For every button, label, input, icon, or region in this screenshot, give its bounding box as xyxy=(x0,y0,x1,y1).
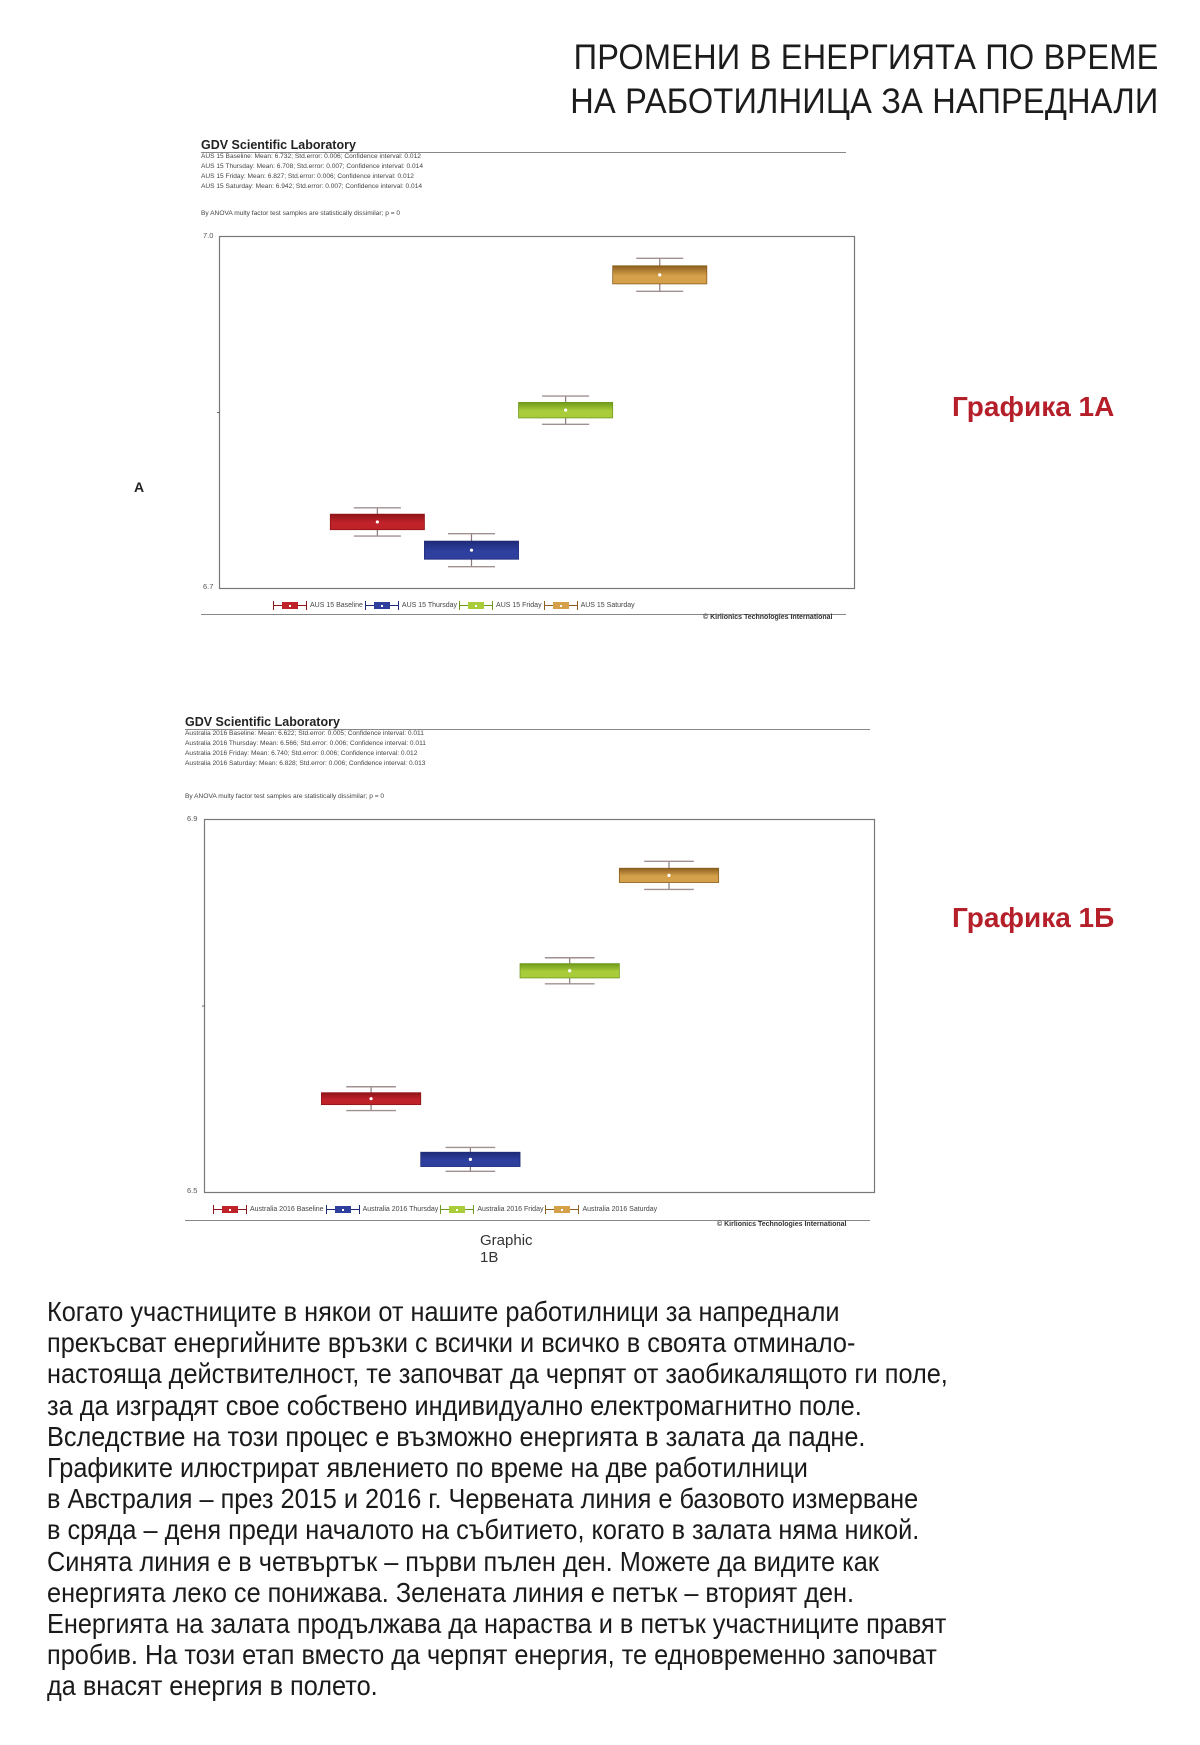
stats-line: Australia 2016 Thursday: Mean: 6.566; Std.error: 0.006; Confidence interval: 0.011 xyxy=(185,740,426,747)
legend-swatch xyxy=(459,601,493,610)
legend-swatch xyxy=(365,601,399,610)
mean-point xyxy=(667,874,670,877)
stats-line: Australia 2016 Friday: Mean: 6.740; Std.error: 0.006; Confidence interval: 0.012 xyxy=(185,750,418,757)
body-line: пробив. На този етап вместо да черпят енергия, те едновременно започват xyxy=(47,1639,937,1671)
copyright: © Kirlionics Technologies International xyxy=(703,614,833,621)
stats-line: AUS 15 Friday: Mean: 6.827; Std.error: 0.006; Confidence interval: 0.012 xyxy=(201,173,414,180)
graphic-1b-caption: Graphic 1B xyxy=(480,1232,533,1266)
stats-block xyxy=(185,729,426,769)
anova-note: By ANOVA multy factor test samples are statistically dissimilar; p = 0 xyxy=(201,210,401,217)
legend-item xyxy=(213,1205,324,1214)
legend-swatch xyxy=(326,1205,360,1214)
body-line: енергията леко се понижава. Зелената линия е петък – вторият ден. xyxy=(47,1576,855,1608)
body-line: да внасят енергия в полето. xyxy=(47,1670,378,1702)
side-label: A xyxy=(134,479,145,495)
header-rule xyxy=(201,152,846,153)
mean-point xyxy=(568,969,571,972)
page-title xyxy=(570,36,1158,124)
legend xyxy=(273,601,637,610)
mean-point xyxy=(658,273,661,276)
stats-line: AUS 15 Thursday: Mean: 6.708; Std.error: 0.007; Confidence interval: 0.014 xyxy=(201,163,423,170)
body-paragraph xyxy=(47,1296,948,1702)
y-tick-label: 6.5 xyxy=(187,1186,198,1195)
stats-line: Australia 2016 Saturday: Mean: 6.828; Std.error: 0.006; Confidence interval: 0.013 xyxy=(185,760,426,767)
page-title-line: ПРОМЕНИ В ЕНЕРГИЯТА ПО ВРЕМЕ xyxy=(573,38,1158,77)
legend-item xyxy=(459,601,542,610)
graphic-1b-label: Графика 1Б xyxy=(952,902,1115,933)
body-line: прекъсват енергийните връзки с всички и всичко в своята отминало- xyxy=(47,1327,856,1359)
anova-note: By ANOVA multy factor test samples are statistically dissimilar; p = 0 xyxy=(185,793,385,800)
legend-item xyxy=(440,1205,543,1214)
mean-point xyxy=(564,409,567,412)
body-line: Синята линия е в четвъртък – първи пълен ден. Можете да видите как xyxy=(47,1545,879,1577)
y-tick-label: 6.9 xyxy=(187,814,198,823)
plot-frame xyxy=(205,820,875,1193)
mean-point xyxy=(469,1158,472,1161)
legend-swatch xyxy=(440,1205,474,1214)
mean-point xyxy=(470,549,473,552)
body-line: Енергията на залата продължава да нараства и в петък участниците правят xyxy=(47,1608,947,1640)
legend-swatch xyxy=(273,601,307,610)
legend-label: Australia 2016 Baseline xyxy=(250,1206,324,1213)
legend-label: Australia 2016 Friday xyxy=(477,1206,544,1213)
y-tick-label: 7.0 xyxy=(203,231,214,240)
body-line: настояща действителност, те започват да черпят от заобикалящото ги поле, xyxy=(47,1358,948,1390)
header-rule xyxy=(185,729,870,730)
y-tick-label: 6.7 xyxy=(203,582,214,591)
legend-item xyxy=(273,601,363,610)
stats-line: Australia 2016 Baseline: Mean: 6.622; Std.error: 0.005; Confidence interval: 0.011 xyxy=(185,730,424,737)
legend-item xyxy=(326,1205,439,1214)
stats-block xyxy=(201,152,423,192)
page-title-line: НА РАБОТИЛНИЦА ЗА НАПРЕДНАЛИ xyxy=(569,82,1158,121)
copyright: © Kirlionics Technologies International xyxy=(717,1221,847,1228)
stats-line: AUS 15 Baseline: Mean: 6.732; Std.error: 0.006; Confidence interval: 0.012 xyxy=(201,153,421,160)
body-line: в Австралия – през 2015 и 2016 г. Червената линия е базовото измерване xyxy=(47,1483,919,1515)
legend-label: Australia 2016 Thursday xyxy=(362,1206,439,1213)
body-line: Вследствие на този процес е възможно енергията в залата да падне. xyxy=(47,1420,866,1452)
legend-swatch xyxy=(213,1205,247,1214)
body-line: Когато участниците в някои от нашите работилници за напреднали xyxy=(47,1296,840,1327)
mean-point xyxy=(376,520,379,523)
legend-item xyxy=(365,601,457,610)
body-line: за да изградят свое собствено индивидуално електромагнитно поле. xyxy=(47,1389,862,1421)
legend-item xyxy=(544,601,635,610)
legend-label: AUS 15 Saturday xyxy=(580,602,635,609)
legend-swatch xyxy=(545,1205,579,1214)
legend-item xyxy=(545,1205,657,1214)
box-plot xyxy=(219,236,855,589)
legend xyxy=(213,1205,659,1214)
legend-label: AUS 15 Friday xyxy=(496,602,542,609)
chart-header xyxy=(185,715,426,769)
chart-title: GDV Scientific Laboratory xyxy=(201,138,356,152)
legend-label: Australia 2016 Saturday xyxy=(582,1206,658,1213)
chart-header xyxy=(201,138,423,192)
legend-label: AUS 15 Thursday xyxy=(401,602,458,609)
legend-label: AUS 15 Baseline xyxy=(310,602,363,609)
chart-title: GDV Scientific Laboratory xyxy=(185,715,340,729)
body-line: Графиките илюстрират явлението по време на две работилници xyxy=(47,1452,808,1484)
legend-swatch xyxy=(544,601,578,610)
mean-point xyxy=(369,1097,372,1100)
stats-line: AUS 15 Saturday: Mean: 6.942; Std.error: 0.007; Confidence interval: 0.014 xyxy=(201,183,423,190)
body-line: в сряда – деня преди началото на събитието, когато в залата няма никой. xyxy=(47,1514,920,1546)
graphic-1a-label: Графика 1А xyxy=(952,391,1115,422)
box-plot xyxy=(204,819,875,1193)
